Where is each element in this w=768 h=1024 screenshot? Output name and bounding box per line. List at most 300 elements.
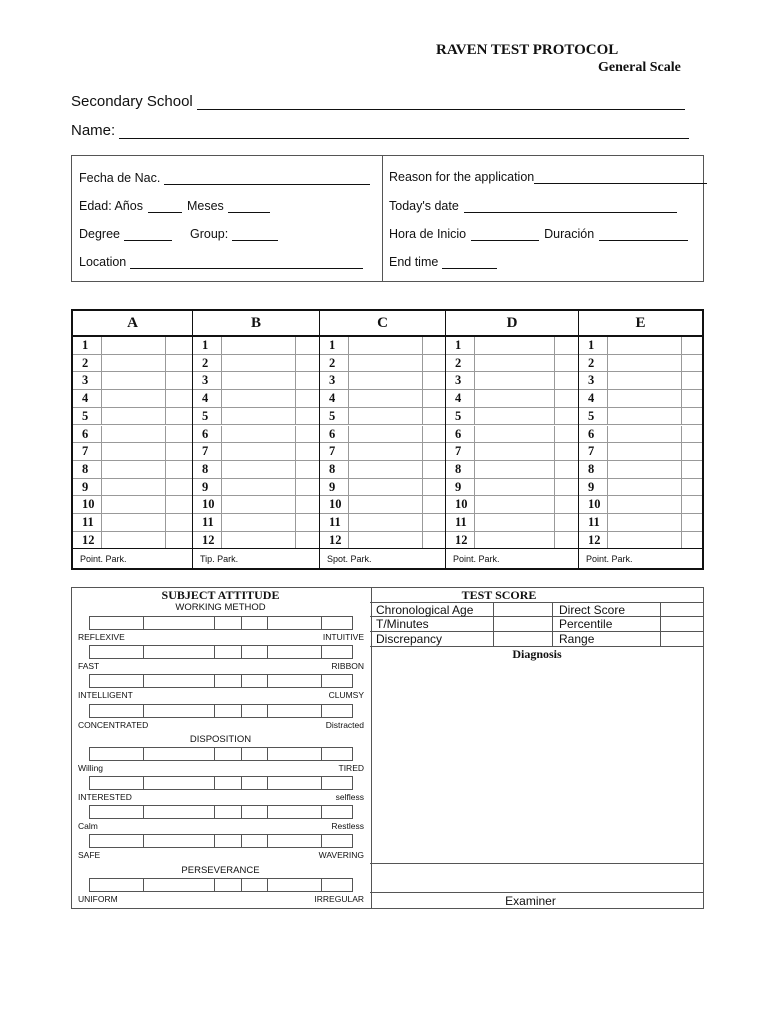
answer-cell[interactable]	[221, 479, 296, 496]
answer-cell[interactable]	[101, 337, 166, 354]
scale-right-pole: WAVERING	[318, 850, 364, 860]
rating-scale-segment	[241, 646, 242, 658]
group-label: Group:	[190, 227, 229, 241]
answer-cell[interactable]	[607, 390, 682, 407]
duration-line[interactable]	[599, 228, 688, 241]
perseverance-heading: PERSEVERANCE	[181, 865, 260, 876]
series-column-e	[578, 311, 702, 568]
rating-scale[interactable]	[89, 834, 353, 848]
answer-cell[interactable]	[221, 390, 296, 407]
answer-cell[interactable]	[348, 443, 423, 460]
series-row	[193, 426, 319, 444]
item-number: 12	[329, 532, 342, 547]
series-row	[193, 372, 319, 390]
score-cell[interactable]	[554, 337, 580, 354]
series-row	[193, 337, 319, 355]
group-line[interactable]	[232, 228, 278, 241]
item-number: 9	[455, 479, 462, 494]
rating-scale-segment	[267, 617, 268, 629]
answer-cell[interactable]	[607, 514, 682, 531]
answer-cell[interactable]	[474, 496, 555, 513]
score-cell[interactable]	[681, 479, 704, 496]
score-cell[interactable]	[165, 408, 193, 425]
item-number: 12	[202, 532, 215, 547]
score-cell[interactable]	[422, 496, 447, 513]
item-number: 1	[329, 338, 336, 352]
rating-scale-segment	[321, 806, 322, 818]
answer-cell[interactable]	[348, 408, 423, 425]
score-cell[interactable]	[554, 355, 580, 372]
score-cell[interactable]	[422, 426, 447, 443]
score-cell[interactable]	[554, 443, 580, 460]
item-number: 12	[82, 532, 95, 547]
name-line[interactable]	[119, 124, 689, 139]
series-column-footer: Point. Park.	[73, 548, 192, 568]
answer-cell[interactable]	[101, 355, 166, 372]
degree-line[interactable]	[124, 228, 172, 241]
score-cell[interactable]	[554, 532, 580, 549]
series-row	[73, 496, 192, 514]
answer-cell[interactable]	[474, 532, 555, 549]
end-time-line[interactable]	[442, 256, 497, 269]
series-row	[579, 355, 702, 373]
score-cell[interactable]	[422, 479, 447, 496]
answer-cell[interactable]	[101, 461, 166, 478]
range-value[interactable]	[661, 632, 703, 645]
item-number: 3	[202, 373, 209, 388]
answer-cell[interactable]	[348, 390, 423, 407]
score-cell[interactable]	[295, 390, 321, 407]
answer-cell[interactable]	[607, 443, 682, 460]
answer-cell[interactable]	[221, 461, 296, 478]
score-cell[interactable]	[295, 355, 321, 372]
rating-scale[interactable]	[89, 616, 353, 630]
series-row	[73, 408, 192, 426]
answer-cell[interactable]	[474, 514, 555, 531]
score-cell[interactable]	[165, 390, 193, 407]
series-row	[320, 514, 445, 532]
series-column-a	[73, 311, 192, 568]
answer-cell[interactable]	[221, 372, 296, 389]
series-row	[320, 426, 445, 444]
score-cell[interactable]	[295, 532, 321, 549]
series-row	[446, 426, 578, 444]
scale-right-pole: RIBBON	[331, 661, 364, 671]
rating-scale-segment	[143, 879, 144, 891]
answer-cell[interactable]	[101, 390, 166, 407]
score-cell[interactable]	[295, 408, 321, 425]
series-row	[320, 496, 445, 514]
item-number: 4	[455, 391, 462, 406]
score-cell[interactable]	[295, 479, 321, 496]
start-time-line[interactable]	[471, 228, 539, 241]
score-cell[interactable]	[681, 532, 704, 549]
item-number: 2	[82, 355, 89, 370]
score-cell[interactable]	[165, 372, 193, 389]
end-time-label: End time	[389, 255, 439, 269]
answer-cell[interactable]	[348, 514, 423, 531]
answer-cell[interactable]	[348, 337, 423, 354]
range-label: Range	[559, 632, 595, 646]
rating-scale-segment	[267, 777, 268, 789]
series-row	[73, 514, 192, 532]
todays-date-field[interactable]	[389, 199, 677, 213]
diagnosis-area[interactable]	[372, 662, 702, 862]
answer-cell[interactable]	[607, 496, 682, 513]
score-cell[interactable]	[681, 514, 704, 531]
answer-cell[interactable]	[607, 355, 682, 372]
answer-cell[interactable]	[221, 532, 296, 549]
item-number: 11	[329, 515, 341, 529]
item-number: 4	[588, 391, 595, 406]
item-number: 6	[329, 426, 336, 441]
rating-scale-segment	[214, 806, 215, 818]
series-row	[446, 461, 578, 479]
series-row	[320, 355, 445, 373]
todays-date-label: Today's date	[389, 199, 459, 213]
answer-cell[interactable]	[474, 443, 555, 460]
scale-right-pole: TIRED	[338, 763, 364, 773]
item-number: 12	[588, 532, 601, 547]
reason-field[interactable]	[389, 170, 707, 184]
item-number: 7	[82, 444, 89, 459]
answer-cell[interactable]	[101, 372, 166, 389]
score-cell[interactable]	[681, 461, 704, 478]
examiner-label: Examiner	[505, 894, 556, 908]
score-cell[interactable]	[165, 337, 193, 354]
rating-scale[interactable]	[89, 674, 353, 688]
reason-label: Reason for the application	[389, 170, 535, 184]
score-cell[interactable]	[165, 461, 193, 478]
series-answer-grid	[71, 309, 704, 570]
series-row	[320, 372, 445, 390]
item-number: 12	[455, 532, 468, 547]
rating-scale-segment	[143, 617, 144, 629]
item-number: 9	[82, 479, 89, 494]
score-cell[interactable]	[422, 355, 447, 372]
scale-right-pole: selfless	[335, 792, 364, 802]
end-time-field[interactable]	[389, 255, 497, 269]
series-row	[73, 443, 192, 461]
answer-cell[interactable]	[101, 443, 166, 460]
t-minutes-label: T/Minutes	[376, 617, 429, 631]
series-row	[446, 355, 578, 373]
series-column-d	[445, 311, 578, 568]
series-row	[73, 390, 192, 408]
item-number: 4	[82, 391, 89, 406]
answer-cell[interactable]	[607, 479, 682, 496]
item-number: 2	[455, 355, 462, 370]
rating-scale[interactable]	[89, 805, 353, 819]
rating-scale-segment	[143, 705, 144, 717]
series-column-footer: Point. Park.	[446, 548, 578, 568]
answer-cell[interactable]	[221, 426, 296, 443]
item-number: 5	[82, 408, 89, 423]
test-score-heading: TEST SCORE	[461, 588, 537, 602]
chronological-age-value[interactable]	[494, 603, 552, 616]
examiner-signature-area[interactable]	[372, 865, 702, 891]
item-number: 2	[202, 355, 209, 370]
item-number: 6	[455, 426, 462, 441]
name-field[interactable]	[71, 122, 689, 139]
answer-cell[interactable]	[348, 479, 423, 496]
series-column-header: E	[579, 311, 702, 337]
item-number: 7	[329, 444, 336, 459]
answer-cell[interactable]	[101, 514, 166, 531]
series-row	[320, 390, 445, 408]
answer-cell[interactable]	[348, 461, 423, 478]
location-field[interactable]	[79, 255, 363, 269]
score-cell[interactable]	[422, 514, 447, 531]
item-number: 8	[588, 461, 595, 476]
score-cell[interactable]	[554, 390, 580, 407]
score-cell[interactable]	[422, 461, 447, 478]
score-cell[interactable]	[681, 443, 704, 460]
form-title: RAVEN TEST PROTOCOL	[436, 42, 619, 58]
rating-scale-segment	[241, 675, 242, 687]
score-cell[interactable]	[554, 479, 580, 496]
item-number: 5	[329, 408, 336, 423]
score-cell[interactable]	[422, 337, 447, 354]
t-minutes-value[interactable]	[494, 617, 552, 630]
series-row	[320, 337, 445, 355]
series-row	[193, 355, 319, 373]
score-cell[interactable]	[554, 514, 580, 531]
rating-scale-segment	[321, 675, 322, 687]
rating-scale-segment	[321, 617, 322, 629]
answer-cell[interactable]	[607, 426, 682, 443]
score-cell[interactable]	[295, 372, 321, 389]
answer-cell[interactable]	[221, 496, 296, 513]
birth-date-line[interactable]	[164, 172, 370, 185]
score-cell[interactable]	[165, 479, 193, 496]
score-cell[interactable]	[422, 532, 447, 549]
series-row	[446, 408, 578, 426]
rating-scale-segment	[214, 646, 215, 658]
score-cell[interactable]	[554, 496, 580, 513]
answer-cell[interactable]	[474, 426, 555, 443]
rating-scale-segment	[143, 748, 144, 760]
score-cell[interactable]	[165, 443, 193, 460]
score-cell[interactable]	[165, 532, 193, 549]
degree-group-field[interactable]	[79, 227, 278, 241]
item-number: 6	[82, 426, 89, 441]
answer-cell[interactable]	[221, 514, 296, 531]
rating-scale-segment	[214, 675, 215, 687]
answer-cell[interactable]	[474, 479, 555, 496]
series-row	[579, 426, 702, 444]
series-column-b	[192, 311, 319, 568]
secondary-school-field[interactable]	[71, 93, 685, 110]
scale-left-pole: Willing	[78, 763, 104, 773]
answer-cell[interactable]	[221, 337, 296, 354]
rating-scale[interactable]	[89, 878, 353, 892]
rating-scale-segment	[214, 879, 215, 891]
score-cell[interactable]	[165, 496, 193, 513]
age-months-line[interactable]	[228, 200, 270, 213]
discrepancy-label: Discrepancy	[376, 632, 443, 646]
rating-scale-segment	[267, 646, 268, 658]
start-duration-field[interactable]	[389, 227, 688, 241]
answer-cell[interactable]	[348, 532, 423, 549]
answer-cell[interactable]	[348, 355, 423, 372]
score-cell[interactable]	[681, 337, 704, 354]
answer-cell[interactable]	[474, 372, 555, 389]
score-cell[interactable]	[422, 390, 447, 407]
rating-scale[interactable]	[89, 776, 353, 790]
scale-right-pole: CLUMSY	[328, 690, 364, 700]
score-cell[interactable]	[554, 372, 580, 389]
discrepancy-value[interactable]	[494, 632, 552, 645]
answer-cell[interactable]	[101, 532, 166, 549]
percentile-label: Percentile	[559, 617, 613, 631]
score-cell[interactable]	[681, 408, 704, 425]
answer-cell[interactable]	[221, 355, 296, 372]
answer-cell[interactable]	[607, 372, 682, 389]
rating-scale[interactable]	[89, 747, 353, 761]
score-cell[interactable]	[295, 443, 321, 460]
rating-scale[interactable]	[89, 645, 353, 659]
working-method-heading: WORKING METHOD	[175, 602, 266, 613]
answer-cell[interactable]	[101, 496, 166, 513]
rating-scale-segment	[241, 777, 242, 789]
score-cell[interactable]	[681, 355, 704, 372]
series-column-header: B	[193, 311, 319, 337]
score-cell[interactable]	[295, 514, 321, 531]
secondary-school-line[interactable]	[197, 95, 685, 110]
series-row	[193, 496, 319, 514]
rating-scale[interactable]	[89, 704, 353, 718]
series-column-footer: Tip. Park.	[193, 548, 319, 568]
age-field[interactable]	[79, 199, 270, 213]
score-cell[interactable]	[554, 426, 580, 443]
birth-date-label: Fecha de Nac.	[79, 171, 161, 185]
series-row	[193, 408, 319, 426]
rating-scale-segment	[214, 617, 215, 629]
scale-left-pole: INTELLIGENT	[78, 690, 133, 700]
info-box	[71, 155, 704, 282]
answer-cell[interactable]	[474, 408, 555, 425]
series-row	[579, 514, 702, 532]
series-row	[73, 337, 192, 355]
answer-cell[interactable]	[474, 461, 555, 478]
score-cell[interactable]	[681, 372, 704, 389]
answer-cell[interactable]	[607, 532, 682, 549]
rating-scale-segment	[267, 806, 268, 818]
series-row	[579, 461, 702, 479]
score-cell[interactable]	[681, 426, 704, 443]
item-number: 5	[588, 408, 595, 423]
answer-cell[interactable]	[474, 337, 555, 354]
score-cell[interactable]	[554, 461, 580, 478]
item-number: 10	[202, 497, 215, 512]
scale-left-pole: REFLEXIVE	[78, 632, 125, 642]
item-number: 4	[329, 391, 336, 406]
series-row	[579, 337, 702, 355]
months-label: Meses	[186, 199, 224, 213]
answer-cell[interactable]	[221, 408, 296, 425]
direct-score-value[interactable]	[661, 603, 703, 616]
scale-left-pole: FAST	[78, 661, 100, 671]
item-number: 11	[202, 515, 214, 529]
answer-cell[interactable]	[348, 496, 423, 513]
series-row	[320, 443, 445, 461]
answer-cell[interactable]	[101, 479, 166, 496]
series-row	[446, 337, 578, 355]
series-row	[446, 479, 578, 497]
answer-cell[interactable]	[101, 426, 166, 443]
chronological-age-label: Chronological Age	[376, 603, 474, 617]
answer-cell[interactable]	[101, 408, 166, 425]
score-cell[interactable]	[295, 496, 321, 513]
score-cell[interactable]	[165, 514, 193, 531]
item-number: 3	[82, 373, 89, 388]
score-cell[interactable]	[554, 408, 580, 425]
item-number: 9	[202, 479, 209, 494]
series-column-footer: Point. Park.	[579, 548, 702, 568]
series-row	[579, 390, 702, 408]
item-number: 1	[455, 338, 462, 352]
series-row	[446, 532, 578, 550]
answer-cell[interactable]	[474, 390, 555, 407]
score-cell[interactable]	[422, 443, 447, 460]
answer-cell[interactable]	[474, 355, 555, 372]
score-cell[interactable]	[295, 461, 321, 478]
score-cell[interactable]	[295, 337, 321, 354]
item-number: 2	[329, 355, 336, 370]
series-row	[579, 496, 702, 514]
percentile-value[interactable]	[661, 617, 703, 630]
rating-scale-segment	[241, 748, 242, 760]
examiner-rule	[370, 863, 704, 864]
series-column-header: C	[320, 311, 445, 337]
answer-cell[interactable]	[348, 372, 423, 389]
score-cell[interactable]	[681, 390, 704, 407]
score-cell[interactable]	[422, 372, 447, 389]
item-number: 6	[202, 426, 209, 441]
age-years-line[interactable]	[148, 200, 182, 213]
series-row	[579, 479, 702, 497]
item-number: 8	[455, 461, 462, 476]
item-number: 3	[588, 373, 595, 388]
series-row	[193, 532, 319, 550]
test-score-table	[370, 602, 704, 646]
birth-date-field[interactable]	[79, 171, 370, 185]
rating-scale-segment	[241, 835, 242, 847]
score-cell[interactable]	[422, 408, 447, 425]
rating-scale-segment	[241, 879, 242, 891]
rating-scale-segment	[143, 646, 144, 658]
rating-scale-segment	[214, 705, 215, 717]
answer-cell[interactable]	[607, 337, 682, 354]
reason-line[interactable]	[534, 171, 707, 184]
score-cell[interactable]	[295, 426, 321, 443]
answer-cell[interactable]	[221, 443, 296, 460]
answer-cell[interactable]	[607, 461, 682, 478]
score-cell[interactable]	[165, 355, 193, 372]
rating-scale-segment	[321, 835, 322, 847]
score-cell[interactable]	[681, 496, 704, 513]
info-divider	[382, 156, 383, 281]
series-row	[193, 479, 319, 497]
todays-date-line[interactable]	[464, 200, 677, 213]
rating-scale-segment	[321, 879, 322, 891]
answer-cell[interactable]	[348, 426, 423, 443]
location-line[interactable]	[130, 256, 363, 269]
item-number: 1	[82, 338, 89, 352]
answer-cell[interactable]	[607, 408, 682, 425]
score-cell[interactable]	[165, 426, 193, 443]
